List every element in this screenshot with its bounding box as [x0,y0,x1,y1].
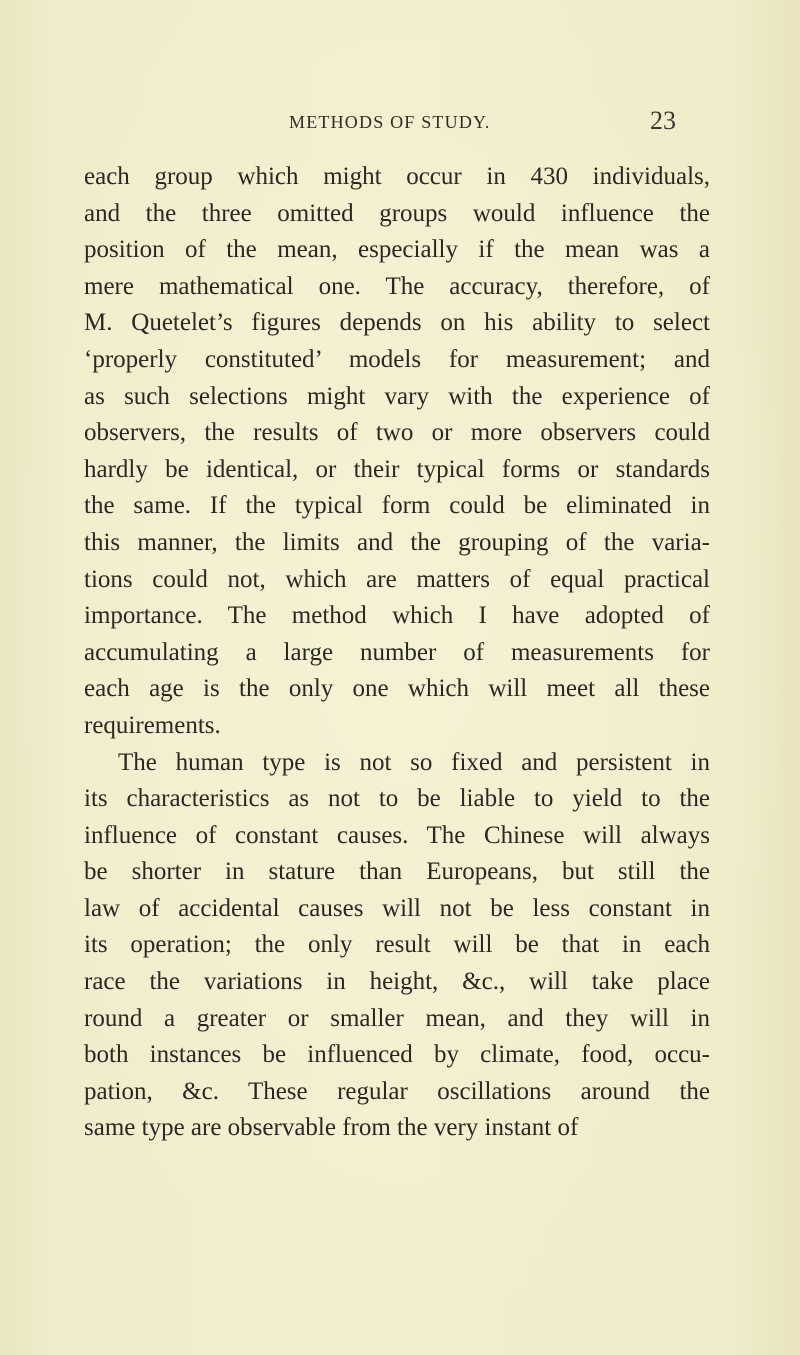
text-line: be shorter in stature than Europeans, but still the [84,858,710,886]
text-line: importance. The method which I have adopted of [84,602,710,630]
text-line: requirements. [84,711,221,739]
text-line: its characteristics as not to be liable to yield to the [84,785,710,813]
text-line: race the variations in height, &c., will take place [84,968,710,996]
text-line: its operation; the only result will be that in each [84,931,710,959]
text-line: each age is the only one which will meet all these [84,675,710,703]
text-line: observers, the results of two or more observers could [84,419,710,447]
text-line: hardly be identical, or their typical forms or standards [84,455,710,483]
text-line: each group which might occur in 430 individuals, [84,163,710,190]
text-line: M. Quetelet’s figures depends on his ability to select [84,309,710,337]
text-line: accumulating a large number of measurements for [84,638,710,666]
running-head [0,108,800,138]
text-line: ‘properly constituted’ models for measurement; and [84,345,710,373]
text-line: tions could not, which are matters of equal practical [84,565,710,593]
page-number: 23 [650,106,676,135]
text-line: same type are observable from the very instant of [84,1114,579,1142]
text-line: and the three omitted groups would influence the [84,199,710,227]
text-line: pation, &c. These regular oscillations around the [84,1077,710,1105]
text-line: law of accidental causes will not be less constant in [84,894,710,922]
text-line: influence of constant causes. The Chinese will always [84,821,710,849]
text-line: position of the mean, especially if the mean was a [84,236,710,264]
text-line: the same. If the typical form could be eliminated in [84,492,710,520]
body-text [84,159,710,1147]
text-line: round a greater or smaller mean, and they will in [84,1004,710,1032]
text-line: this manner, the limits and the grouping of the varia- [84,528,710,556]
paragraph-first-line: The human type is not so fixed and persistent in [118,748,710,776]
text-line: both instances be influenced by climate, food, occu- [84,1041,710,1069]
text-line: mere mathematical one. The accuracy, therefore, of [84,272,710,300]
text-line: as such selections might vary with the experience of [84,382,710,410]
running-head-title: METHODS OF STUDY. [289,112,491,132]
